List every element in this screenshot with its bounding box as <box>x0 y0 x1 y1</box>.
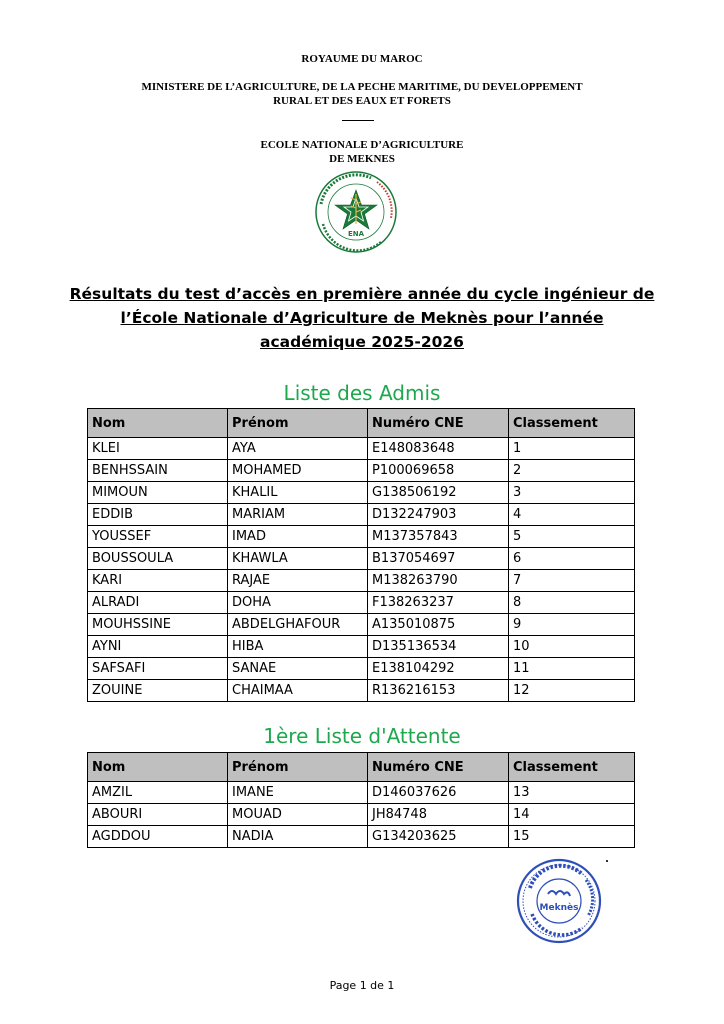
cell-cne: G138506192 <box>368 482 509 504</box>
ena-logo-icon <box>311 168 401 256</box>
cell-nom: AMZIL <box>88 782 228 804</box>
stamp-text: Meknès <box>539 903 579 913</box>
col-nom: Nom <box>88 409 228 438</box>
cell-cne: E138104292 <box>368 658 509 680</box>
cell-nom: AGDDOU <box>88 826 228 848</box>
admis-heading: Liste des Admis <box>283 381 441 405</box>
stray-dot <box>606 860 608 862</box>
cell-prenom: KHAWLA <box>228 548 368 570</box>
table-row <box>88 680 635 702</box>
cell-classement: 10 <box>509 636 635 658</box>
header-divider <box>342 120 374 121</box>
cell-nom: EDDIB <box>88 504 228 526</box>
cell-cne: A135010875 <box>368 614 509 636</box>
cell-nom: ALRADI <box>88 592 228 614</box>
cell-prenom: MOHAMED <box>228 460 368 482</box>
cell-classement: 3 <box>509 482 635 504</box>
table-row <box>88 570 635 592</box>
cell-prenom: SANAE <box>228 658 368 680</box>
table-row <box>88 526 635 548</box>
table-row <box>88 636 635 658</box>
table-row <box>88 504 635 526</box>
attente-heading: 1ère Liste d'Attente <box>263 724 461 748</box>
logo-label: ENA <box>347 230 365 238</box>
cell-classement: 5 <box>509 526 635 548</box>
title-line3: académique 2025-2026 <box>260 333 464 351</box>
cell-nom: ZOUINE <box>88 680 228 702</box>
cell-prenom: DOHA <box>228 592 368 614</box>
header-ministry-line2: RURAL ET DES EAUX ET FORETS <box>273 95 451 107</box>
cell-nom: AYNI <box>88 636 228 658</box>
header-kingdom: ROYAUME DU MAROC <box>301 53 423 65</box>
table-row <box>88 592 635 614</box>
cell-classement: 6 <box>509 548 635 570</box>
cell-classement: 9 <box>509 614 635 636</box>
attente-rows <box>88 782 635 848</box>
cell-cne: P100069658 <box>368 460 509 482</box>
cell-cne: D146037626 <box>368 782 509 804</box>
table-row <box>88 548 635 570</box>
table-row <box>88 482 635 504</box>
cell-cne: D132247903 <box>368 504 509 526</box>
document-title <box>60 282 664 354</box>
cell-prenom: MOUAD <box>228 804 368 826</box>
cell-prenom: HIBA <box>228 636 368 658</box>
cell-cne: M138263790 <box>368 570 509 592</box>
table-row <box>88 782 635 804</box>
cell-nom: BOUSSOULA <box>88 548 228 570</box>
cell-prenom: RAJAE <box>228 570 368 592</box>
cell-prenom: IMAD <box>228 526 368 548</box>
school-stamp-icon <box>516 858 602 944</box>
cell-prenom: NADIA <box>228 826 368 848</box>
table-row <box>88 658 635 680</box>
cell-cne: D135136534 <box>368 636 509 658</box>
cell-cne: E148083648 <box>368 438 509 460</box>
cell-classement: 14 <box>509 804 635 826</box>
cell-classement: 15 <box>509 826 635 848</box>
col-cne: Numéro CNE <box>368 753 509 782</box>
cell-classement: 13 <box>509 782 635 804</box>
admis-rows <box>88 438 635 702</box>
title-line1: Résultats du test d’accès en première année du cycle ingénieur de <box>69 285 655 303</box>
header-school-line1: ECOLE NATIONALE D’AGRICULTURE <box>260 139 464 151</box>
table-row <box>88 826 635 848</box>
title-line2: l’École Nationale d’Agriculture de Meknès pour l’année <box>120 309 604 327</box>
cell-nom: MOUHSSINE <box>88 614 228 636</box>
cell-nom: SAFSAFI <box>88 658 228 680</box>
attente-header-row <box>88 753 635 782</box>
cell-prenom: ABDELGHAFOUR <box>228 614 368 636</box>
cell-classement: 12 <box>509 680 635 702</box>
page-footer: Page 1 de 1 <box>329 979 395 992</box>
col-nom: Nom <box>88 753 228 782</box>
col-prenom: Prénom <box>228 753 368 782</box>
table-row <box>88 438 635 460</box>
admis-header-row <box>88 409 635 438</box>
cell-classement: 4 <box>509 504 635 526</box>
cell-nom: BENHSSAIN <box>88 460 228 482</box>
table-row <box>88 804 635 826</box>
cell-classement: 7 <box>509 570 635 592</box>
cell-nom: ABOURI <box>88 804 228 826</box>
cell-classement: 8 <box>509 592 635 614</box>
cell-prenom: AYA <box>228 438 368 460</box>
cell-cne: F138263237 <box>368 592 509 614</box>
cell-cne: R136216153 <box>368 680 509 702</box>
cell-prenom: KHALIL <box>228 482 368 504</box>
cell-classement: 1 <box>509 438 635 460</box>
col-cne: Numéro CNE <box>368 409 509 438</box>
cell-cne: B137054697 <box>368 548 509 570</box>
cell-classement: 2 <box>509 460 635 482</box>
table-row <box>88 460 635 482</box>
cell-prenom: IMANE <box>228 782 368 804</box>
cell-classement: 11 <box>509 658 635 680</box>
admis-table <box>87 408 635 702</box>
header-ministry-line1: MINISTERE DE L’AGRICULTURE, DE LA PECHE MARITIME, DU DEVELOPPEMENT <box>141 81 583 93</box>
cell-prenom: CHAIMAA <box>228 680 368 702</box>
cell-nom: KARI <box>88 570 228 592</box>
cell-nom: KLEI <box>88 438 228 460</box>
table-row <box>88 614 635 636</box>
cell-cne: G134203625 <box>368 826 509 848</box>
cell-nom: MIMOUN <box>88 482 228 504</box>
cell-cne: M137357843 <box>368 526 509 548</box>
cell-cne: JH84748 <box>368 804 509 826</box>
cell-nom: YOUSSEF <box>88 526 228 548</box>
header-school-line2: DE MEKNES <box>329 153 395 165</box>
col-prenom: Prénom <box>228 409 368 438</box>
col-classement: Classement <box>509 753 635 782</box>
attente-table <box>87 752 635 848</box>
cell-prenom: MARIAM <box>228 504 368 526</box>
col-classement: Classement <box>509 409 635 438</box>
